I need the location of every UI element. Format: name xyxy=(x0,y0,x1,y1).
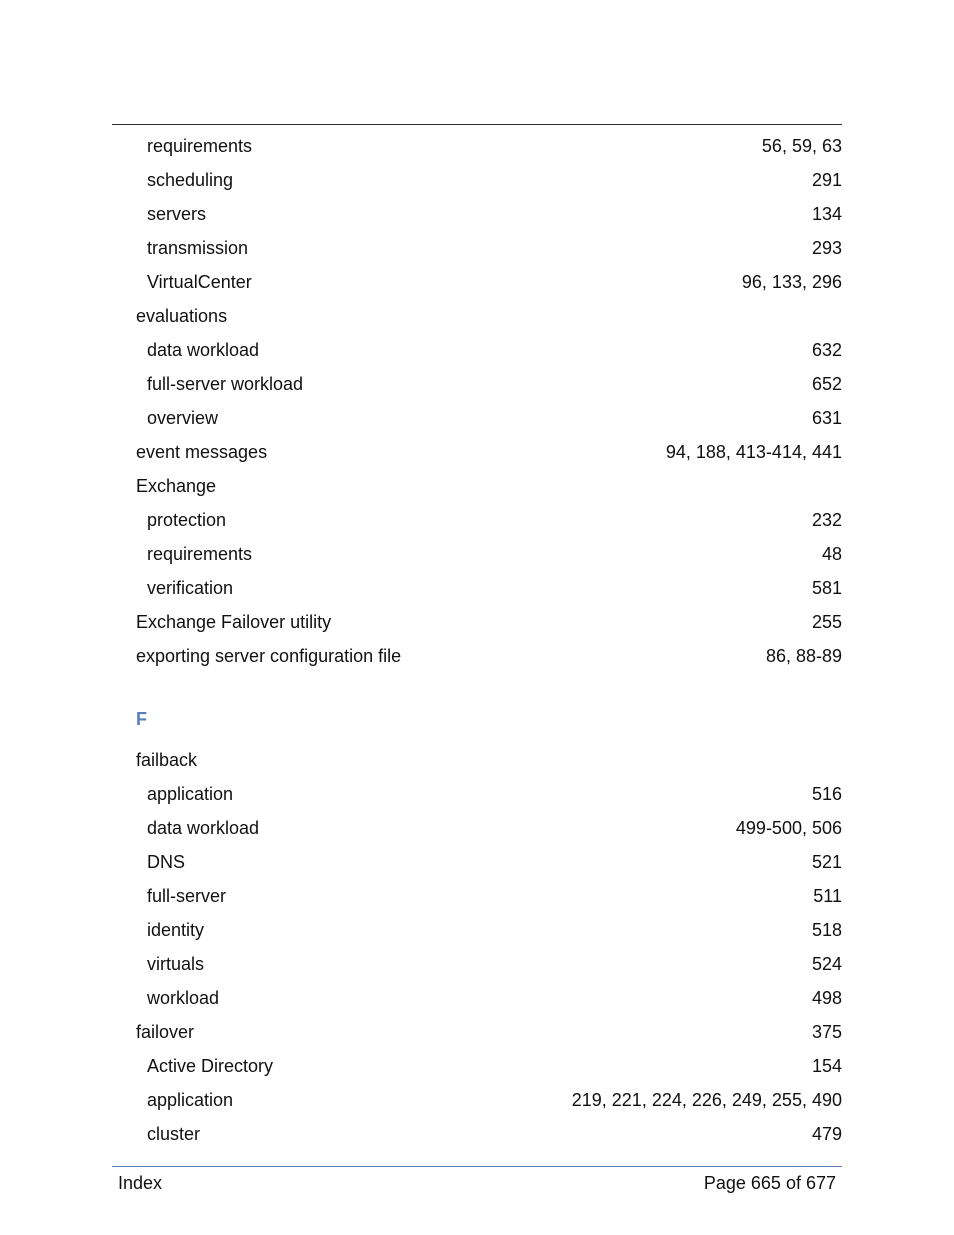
index-page-refs: 516 xyxy=(811,784,842,804)
index-page-refs: 134 xyxy=(811,204,842,224)
index-list xyxy=(112,129,842,1151)
index-term: virtuals xyxy=(147,954,205,974)
index-page-refs: 154 xyxy=(811,1056,842,1076)
index-page-refs: 479 xyxy=(811,1124,842,1144)
index-entry xyxy=(112,639,842,673)
index-term: full-server workload xyxy=(147,374,304,394)
index-term: requirements xyxy=(147,136,253,156)
index-term: exporting server configuration file xyxy=(136,646,402,666)
index-subentry xyxy=(112,571,842,605)
index-term: event messages xyxy=(136,442,268,462)
top-rule xyxy=(112,124,842,125)
index-page-refs: 48 xyxy=(821,544,842,564)
index-entry xyxy=(112,469,842,503)
index-entry xyxy=(112,299,842,333)
index-subentry xyxy=(112,845,842,879)
index-term: verification xyxy=(147,578,234,598)
index-term: data workload xyxy=(147,340,260,360)
index-subentry xyxy=(112,401,842,435)
index-subentry xyxy=(112,879,842,913)
index-page-refs: 255 xyxy=(811,612,842,632)
index-subentry xyxy=(112,163,842,197)
index-subentry xyxy=(112,811,842,845)
index-term: failover xyxy=(136,1022,195,1042)
index-term: identity xyxy=(147,920,205,940)
index-term: Active Directory xyxy=(147,1056,274,1076)
footer-rule xyxy=(112,1166,842,1167)
index-term: application xyxy=(147,784,234,804)
index-page-refs: 293 xyxy=(811,238,842,258)
index-page-refs: 581 xyxy=(811,578,842,598)
index-page-refs: 86, 88-89 xyxy=(765,646,842,666)
index-page-refs: 219, 221, 224, 226, 249, 255, 490 xyxy=(571,1090,842,1110)
index-subentry xyxy=(112,333,842,367)
index-page-refs: 511 xyxy=(813,886,842,906)
index-page-refs: 94, 188, 413-414, 441 xyxy=(665,442,842,462)
index-subentry xyxy=(112,913,842,947)
index-term: servers xyxy=(147,204,207,224)
index-term: data workload xyxy=(147,818,260,838)
footer-page-number: Page 665 of 677 xyxy=(703,1173,836,1193)
index-subentry xyxy=(112,1049,842,1083)
index-term: protection xyxy=(147,510,227,530)
page-footer xyxy=(118,1170,836,1196)
index-subentry xyxy=(112,503,842,537)
index-page-refs: 632 xyxy=(811,340,842,360)
index-subentry xyxy=(112,265,842,299)
index-term: VirtualCenter xyxy=(147,272,252,292)
index-term: cluster xyxy=(147,1124,201,1144)
index-term: application xyxy=(147,1090,234,1110)
index-page-refs: 524 xyxy=(811,954,842,974)
index-subentry xyxy=(112,129,842,163)
index-page-refs: 521 xyxy=(811,852,842,872)
index-page-refs: 518 xyxy=(811,920,842,940)
index-page-refs: 498 xyxy=(811,988,842,1008)
index-entry xyxy=(112,743,842,777)
index-subentry xyxy=(112,367,842,401)
index-subentry xyxy=(112,197,842,231)
index-subentry xyxy=(112,1083,842,1117)
index-page-refs: 56, 59, 63 xyxy=(761,136,842,156)
index-subentry xyxy=(112,1117,842,1151)
index-term: requirements xyxy=(147,544,253,564)
index-page-refs: 96, 133, 296 xyxy=(741,272,842,292)
index-page-refs: 631 xyxy=(811,408,842,428)
index-term: overview xyxy=(147,408,219,428)
index-term: evaluations xyxy=(136,306,228,326)
index-term: Exchange Failover utility xyxy=(136,612,332,632)
index-page-refs: 375 xyxy=(811,1022,842,1042)
index-entry xyxy=(112,435,842,469)
index-subentry xyxy=(112,981,842,1015)
index-page-refs: 652 xyxy=(811,374,842,394)
index-entry xyxy=(112,605,842,639)
index-page-refs: 232 xyxy=(811,510,842,530)
index-term: Exchange xyxy=(136,476,217,496)
index-letter-heading: F xyxy=(136,709,147,729)
index-term: scheduling xyxy=(147,170,234,190)
index-subentry xyxy=(112,231,842,265)
index-term: transmission xyxy=(147,238,249,258)
index-term: DNS xyxy=(147,852,186,872)
index-subentry xyxy=(112,777,842,811)
index-term: failback xyxy=(136,750,198,770)
index-term: workload xyxy=(147,988,220,1008)
index-term: full-server xyxy=(147,886,227,906)
index-page-refs: 499-500, 506 xyxy=(735,818,842,838)
footer-section: Index xyxy=(118,1173,163,1193)
index-subentry xyxy=(112,537,842,571)
index-entry xyxy=(112,1015,842,1049)
index-page-refs: 291 xyxy=(811,170,842,190)
index-subentry xyxy=(112,947,842,981)
